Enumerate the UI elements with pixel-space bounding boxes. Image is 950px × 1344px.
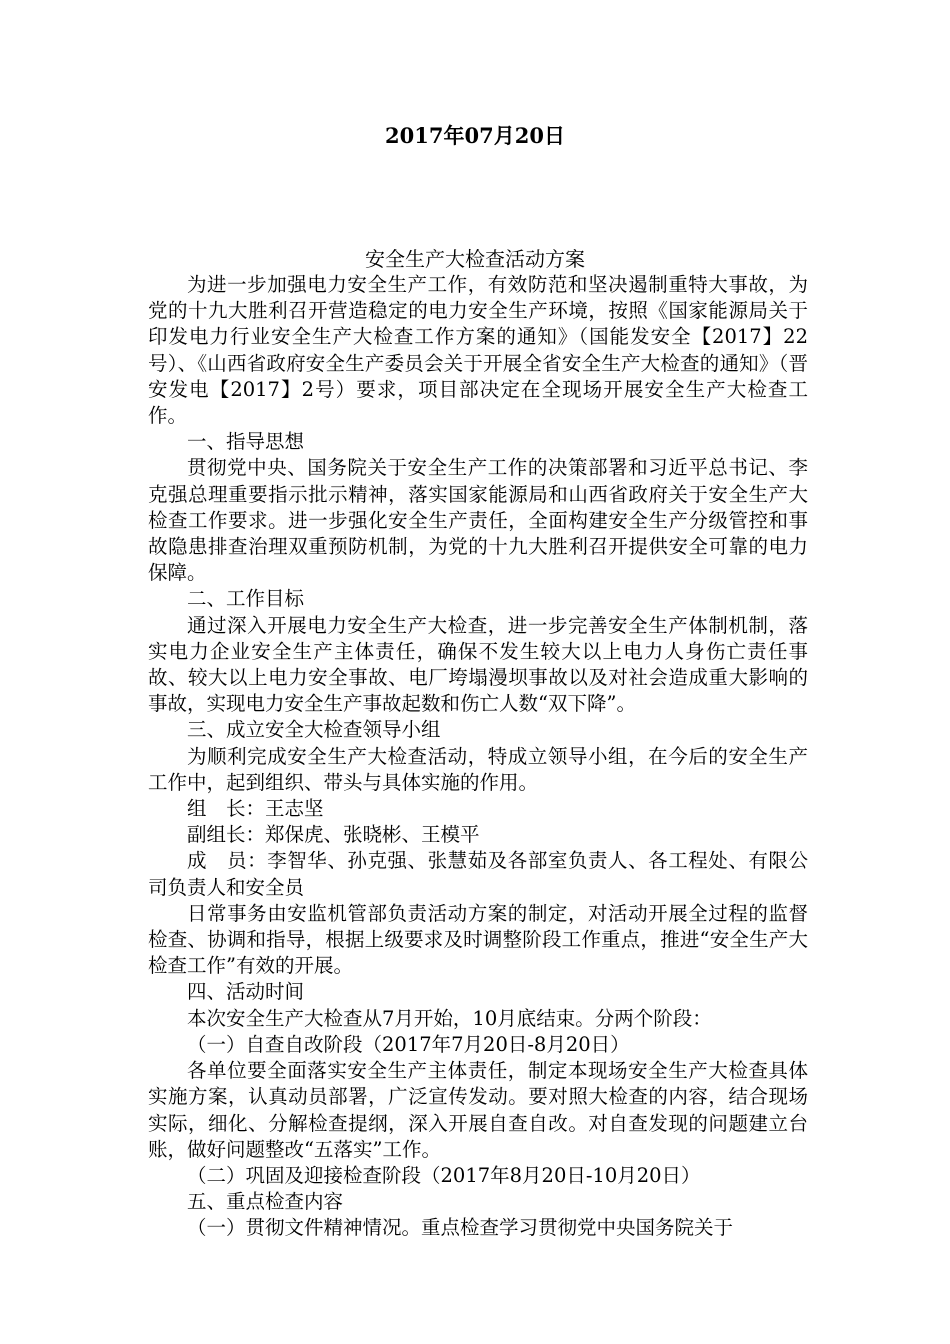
paragraph-guiding-ideology: 贯彻党中央、国务院关于安全生产工作的决策部署和习近平总书记、李克强总理重要指示批示精神，落实国家能源局和山西省政府关于安全生产大检查工作要求。进一步强化安全生产责任，全面构建安全生产分级管控和事故隐患排查治理双重预防机制，为党的十九大胜利召开提供安全可靠的电力保障。 [148, 456, 808, 585]
section-heading-4: 四、活动时间 [187, 980, 305, 1004]
paragraph-daily-affairs: 日常事务由安监机管部负责活动方案的制定，对活动开展全过程的监督检查、协调和指导，根据上级要求及时调整阶段工作重点，推进“安全生产大检查工作”有效的开展。 [148, 901, 808, 978]
paragraph-intro: 为进一步加强电力安全生产工作，有效防范和坚决遏制重特大事故，为党的十九大胜利召开营造稳定的电力安全生产环境，按照《国家能源局关于印发电力行业安全生产大检查工作方案的通知》（国能发安全【2017】22号）、《山西省政府安全生产委员会关于开展全省安全生产大检查的通知》（晋安发电【2017】2号）要求，项目部决定在全现场开展安全生产大检查工作。 [148, 273, 808, 428]
group-leader: 组 长：王志坚 [187, 797, 324, 821]
section-heading-3: 三、成立安全大检查领导小组 [187, 718, 441, 742]
paragraph-phase-one: 各单位要全面落实安全生产主体责任，制定本现场安全生产大检查具体实施方案，认真动员部署，广泛宣传发动。要对照大检查的内容，结合现场实际，细化、分解检查提纲，深入开展自查自改。对自查发现的问题建立台账，做好问题整改“五落实”工作。 [148, 1059, 808, 1161]
section-heading-5: 五、重点检查内容 [187, 1190, 344, 1214]
section-heading-2: 二、工作目标 [187, 587, 305, 611]
paragraph-key-content: （一）贯彻文件精神情况。重点检查学习贯彻党中央国务院关于 [187, 1216, 734, 1240]
paragraph-leading-group: 为顺利完成安全生产大检查活动，特成立领导小组，在今后的安全生产工作中，起到组织、带头与具体实施的作用。 [148, 744, 808, 794]
document-title: 安全生产大检查活动方案 [365, 247, 585, 271]
document-body [148, 272, 808, 1242]
phase-one-heading: （一）自查自改阶段（2017年7月20日-8月20日） [187, 1032, 630, 1056]
document-date: 2017年07月20日 [385, 123, 565, 148]
group-members: 成 员：李智华、孙克强、张慧茹及各部室负责人、各工程处、有限公司负责人和安全员 [148, 849, 808, 899]
deputy-group-leader: 副组长：郑保虎、张晓彬、王模平 [187, 823, 480, 847]
section-heading-1: 一、指导思想 [187, 430, 305, 454]
phase-two-heading: （二）巩固及迎接检查阶段（2017年8月20日-10月20日） [187, 1163, 701, 1187]
paragraph-work-goals: 通过深入开展电力安全生产大检查，进一步完善安全生产体制机制，落实电力企业安全生产主体责任，确保不发生较大以上电力人身伤亡责任事故、较大以上电力安全事故、电厂垮塌漫坝事故以及对社会造成重大影响的事故，实现电力安全生产事故起数和伤亡人数“双下降”。 [148, 613, 808, 716]
paragraph-activity-time: 本次安全生产大检查从7月开始，10月底结束。分两个阶段： [187, 1006, 712, 1030]
